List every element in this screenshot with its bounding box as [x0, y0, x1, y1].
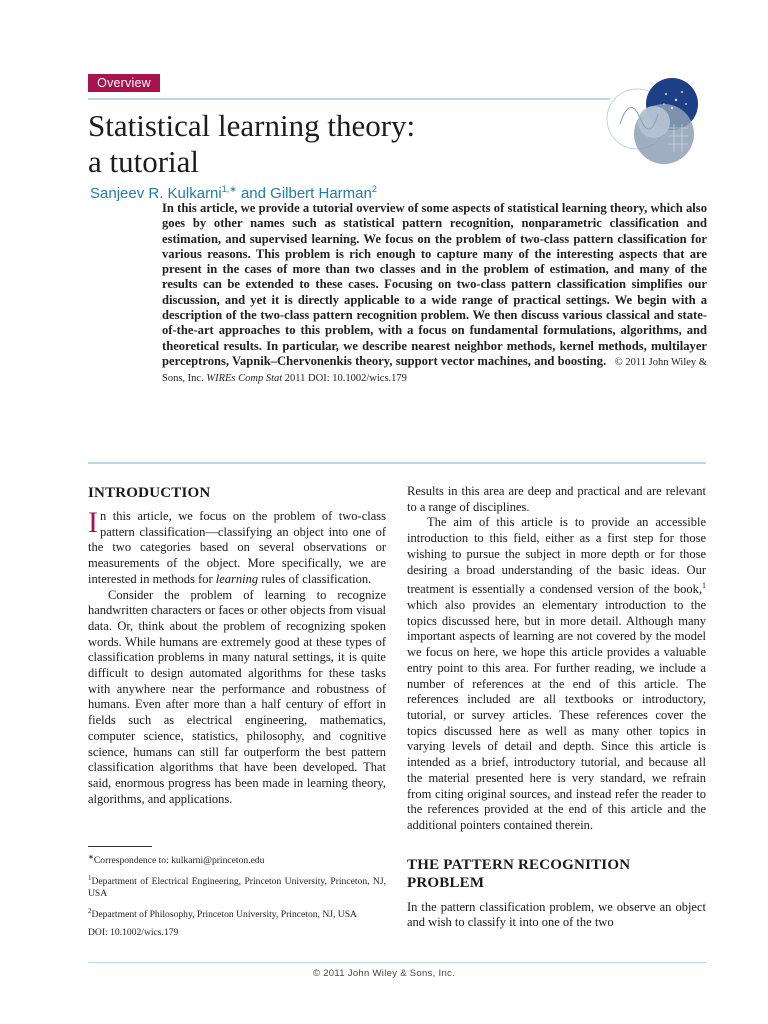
footnote-affiliation-2: [88, 905, 386, 921]
article-title: [88, 108, 528, 180]
correspondence-text: Correspondence to: kulkarni@princeton.edu: [93, 855, 265, 867]
affiliation-1-text: Department of Electrical Engineering, Princeton University, Princeton, NJ, USA: [88, 876, 386, 900]
pattern-heading-line-2: PROBLEM: [407, 874, 485, 891]
intro-p1-text-a: n this article, we focus on the problem of two-class pattern classification—classifying an object into one of the two categories based on several observations or measurements of the object. More specifically, we are interested in methods for: [88, 509, 386, 586]
right-paragraph-1: Results in this area are deep and practical and are relevant to a range of disciplines.: [407, 484, 706, 514]
footnote-rule: [88, 846, 152, 847]
footnote-correspondence: [88, 851, 386, 867]
footnote-mark: 2: [88, 907, 92, 916]
right-p2-text-b: which also provides an elementary introduction to the topics discussed here, but in more detail. Although many important aspects of learning are not covered by the model we focus on here, we hope this article provides a valuable entry point to this area. For further reading, we include a number of references at the end of this article. The references included are all textbooks or introductory, tutorial, or survey articles. These references cover the topics discussed here as well as many other topics in varying levels of detail and depth. Since this article is intended as a brief, introductory tutorial, and because all the material presented here is very standard, we refrain from citing original sources, and instead refer the reader to the references provided at the end of this article and the additional pointers contained therein.: [407, 598, 706, 832]
header-rule: [88, 98, 610, 100]
drop-cap: I: [88, 506, 98, 539]
affiliation-2-text: Department of Philosophy, Princeton University, Princeton, NJ, USA: [91, 909, 357, 921]
intro-p1-text-b: rules of classification.: [258, 571, 372, 586]
pattern-paragraph-1: In the pattern classification problem, we observe an object and wish to classify it into one of the two: [407, 899, 706, 930]
footnotes: [88, 851, 386, 944]
reference-marker: 1: [702, 581, 706, 591]
title-line-2: a tutorial: [88, 144, 200, 179]
author-1: Sanjeev R. Kulkarni: [90, 185, 222, 202]
author-2: Gilbert Harman: [270, 185, 372, 202]
introduction-heading: INTRODUCTION: [88, 485, 211, 501]
footnote-doi: DOI: 10.1002/wics.179: [88, 926, 179, 938]
author-conjunction: and: [236, 185, 271, 202]
intro-paragraph-2: Consider the problem of learning to recognize handwritten characters or faces or other objects from visual data. Or, think about the problem of recognizing spoken words. While humans are extremely good at these types of classification problems in many natural settings, it is quite difficult to design automated algorithms for these tasks with anywhere near the performance and robustness of humans. Even after more than a half century of effort in fields such as electrical engineering, mathematics, computer science, statistics, philosophy, and cognitive science, humans can still far outperform the best pattern classification algorithms that have been developed. That said, enormous progress has been made in learning theory, algorithms, and applications.: [88, 587, 386, 806]
abstract-rule: [88, 462, 706, 464]
footer-copyright: © 2011 John Wiley & Sons, Inc.: [312, 968, 456, 979]
author-list: [90, 184, 377, 202]
article-type-badge: Overview: [88, 74, 160, 92]
author-2-affiliation: 2: [371, 184, 377, 194]
title-line-1: Statistical learning theory:: [88, 108, 416, 143]
intro-p1-emphasis: learning: [215, 571, 259, 586]
right-p2-text-a: The aim of this article is to provide an accessible introduction to this field, either as a first step for those wishing to pursue the subject in more depth or for those desiring a broad understanding of the basic ideas. Our treatment is essentially a condensed version of the book,: [407, 515, 706, 597]
pattern-heading-line-1: THE PATTERN RECOGNITION: [407, 856, 631, 873]
wires-logo-icon: [606, 74, 702, 166]
author-1-affiliation: 1,∗: [221, 184, 237, 194]
journal-name: WIREs Comp Stat: [206, 373, 283, 385]
abstract-doi: 2011 DOI: 10.1002/wics.179: [284, 373, 407, 385]
intro-paragraph-1: [88, 506, 386, 588]
left-column: [88, 484, 386, 807]
footnote-mark: 1: [88, 874, 92, 883]
abstract-text: In this article, we provide a tutorial overview of some aspects of statistical learning theory, which also goes by other names such as statistical pattern recognition, nonparametric classification and estimation, and supervised learning. We focus on the problem of two-class pattern classification for various reasons. This problem is rich enough to capture many of the interesting aspects that are present in the cases of more than two classes and in the problem of estimation, and many of the results can be extended to these cases. Focusing on two-class pattern classification simplifies our discussion, and yet it is directly applicable to a wide range of practical settings. We begin with a description of the two-class pattern recognition problem. We then discuss various classical and state-of-the-art approaches to this problem, with a focus on fundamental formulations, algorithms, and theoretical results. In particular, we describe nearest neighbor methods, kernel methods, multilayer perceptrons, Vapnik–Chervonenkis theory, support vector machines, and boosting.: [162, 201, 707, 368]
right-column: [407, 484, 706, 931]
footnote-affiliation-1: [88, 872, 386, 900]
pattern-recognition-heading: [407, 856, 706, 892]
abstract-copyright: © 2011 John Wiley & Sons, Inc.: [162, 356, 708, 385]
abstract: [162, 201, 707, 387]
footer-rule: [88, 962, 706, 963]
right-paragraph-2: [407, 515, 706, 833]
footnote-mark: ∗: [88, 853, 94, 861]
